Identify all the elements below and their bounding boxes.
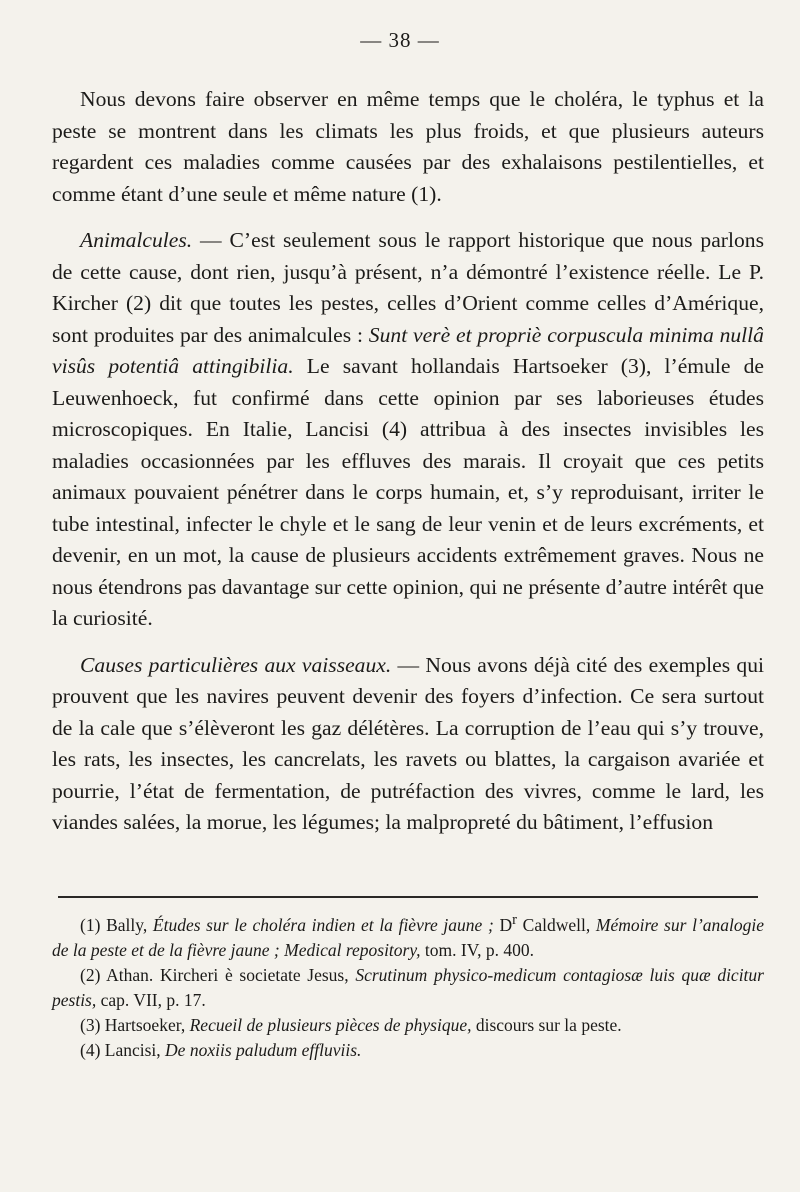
footnote-divider [58,896,758,898]
body-text [52,84,764,839]
footnote-text: (2) Athan. Kircheri è societate Jesus, [80,964,356,985]
paragraph-animalcules [52,225,764,635]
footnote-title: Recueil de plusieurs pièces de physique, [189,1014,472,1035]
footnote-text: (4) Lancisi, [80,1039,166,1060]
footnote-text: cap. VII, p. 17. [96,989,206,1010]
footnote-text: D [493,914,513,935]
footnote-text: discours sur la peste. [471,1014,622,1035]
page-number: — 38 — [360,28,440,52]
latin-quotation: Sunt verè et propriè corpuscula minima nullâ visûs potentiâ attingibilia. [52,322,764,378]
paragraph-vessel-causes [52,650,764,839]
footnote-title: De noxiis paludum effluviis. [165,1039,362,1060]
footnote-title: Scrutinum physico-medicum contagiosæ luis quæ dicitur pestis, [52,964,764,1010]
paragraph-cholera: Nous devons faire observer en même temps que le choléra, le typhus et la peste se montrent dans les climats les plus froids, et que plusieurs auteurs regardent ces maladies comme causées par des exhalaisons pestilentielles, et comme étant d’une seule et même nature (1). [52,87,764,206]
paragraph-text: — C’est seulement sous le rapport historique que nous parlons de cette cause, dont rien, jusqu’à présent, n’a démontré l’existence réelle. Le P. Kircher (2) dit que toutes les pestes, celles d’Orient comme celles d’Amérique, sont produites par des animalcules : [52,228,764,347]
paragraph-text: Le savant hollandais Hartsoeker (3), l’émule de Leuwenhoeck, fut confirmé dans cette opinion par ses laborieuses études microscopiques. En Italie, Lancisi (4) attribua à des insectes invisibles les maladies occasionnées par les effluves des marais. Il croyait que ces petits animaux pouvaient pénétrer dans le corps humain, et, s’y reproduisant, irriter le tube intestinal, infecter le chyle et le sang de leur venin et de leurs excréments, et devenir, en un mot, la cause de plusieurs accidents extrêmement graves. Nous ne nous étendrons pas davantage sur cette opinion, qui ne présente d’autre intérêt que la curiosité. [52,354,765,630]
footnote-superscript: r [512,912,517,928]
footnote-1 [52,908,764,963]
footnote-text: (3) Hartsoeker, [80,1014,190,1035]
footnote-text: Caldwell, [516,914,596,935]
footnote-2 [52,963,764,1013]
footnotes [52,908,764,1063]
section-heading-animalcules: Animalcules. [80,228,193,252]
footnote-3 [52,1013,764,1038]
footnote-text: (1) Bally, [80,914,153,935]
footnote-title: Mémoire sur l’analogie de la peste et de la fièvre jaune ; Medical repository, [52,914,765,960]
footnote-4 [52,1038,764,1063]
section-heading-vessel-causes: Causes particulières aux vaisseaux. [80,652,392,677]
footnote-title: Études sur le choléra indien et la fièvre jaune ; [152,914,494,935]
footnote-text: tom. IV, p. 400. [420,939,534,960]
paragraph-text: — Nous avons déjà cité des exemples qui prouvent que les navires peuvent devenir des foyers d’infection. Ce sera surtout de la cale que s’élèveront les gaz délétères. La corruption de l’eau qui s’y trouve, les rats, les insectes, les cancrelats, les ravets ou blattes, la cargaison avariée et pourrie, l’état de fermentation, de putréfaction des vivres, comme le lard, les viandes salées, la morue, les légumes; la malpropreté du bâtiment, l’effusion [52,652,764,834]
